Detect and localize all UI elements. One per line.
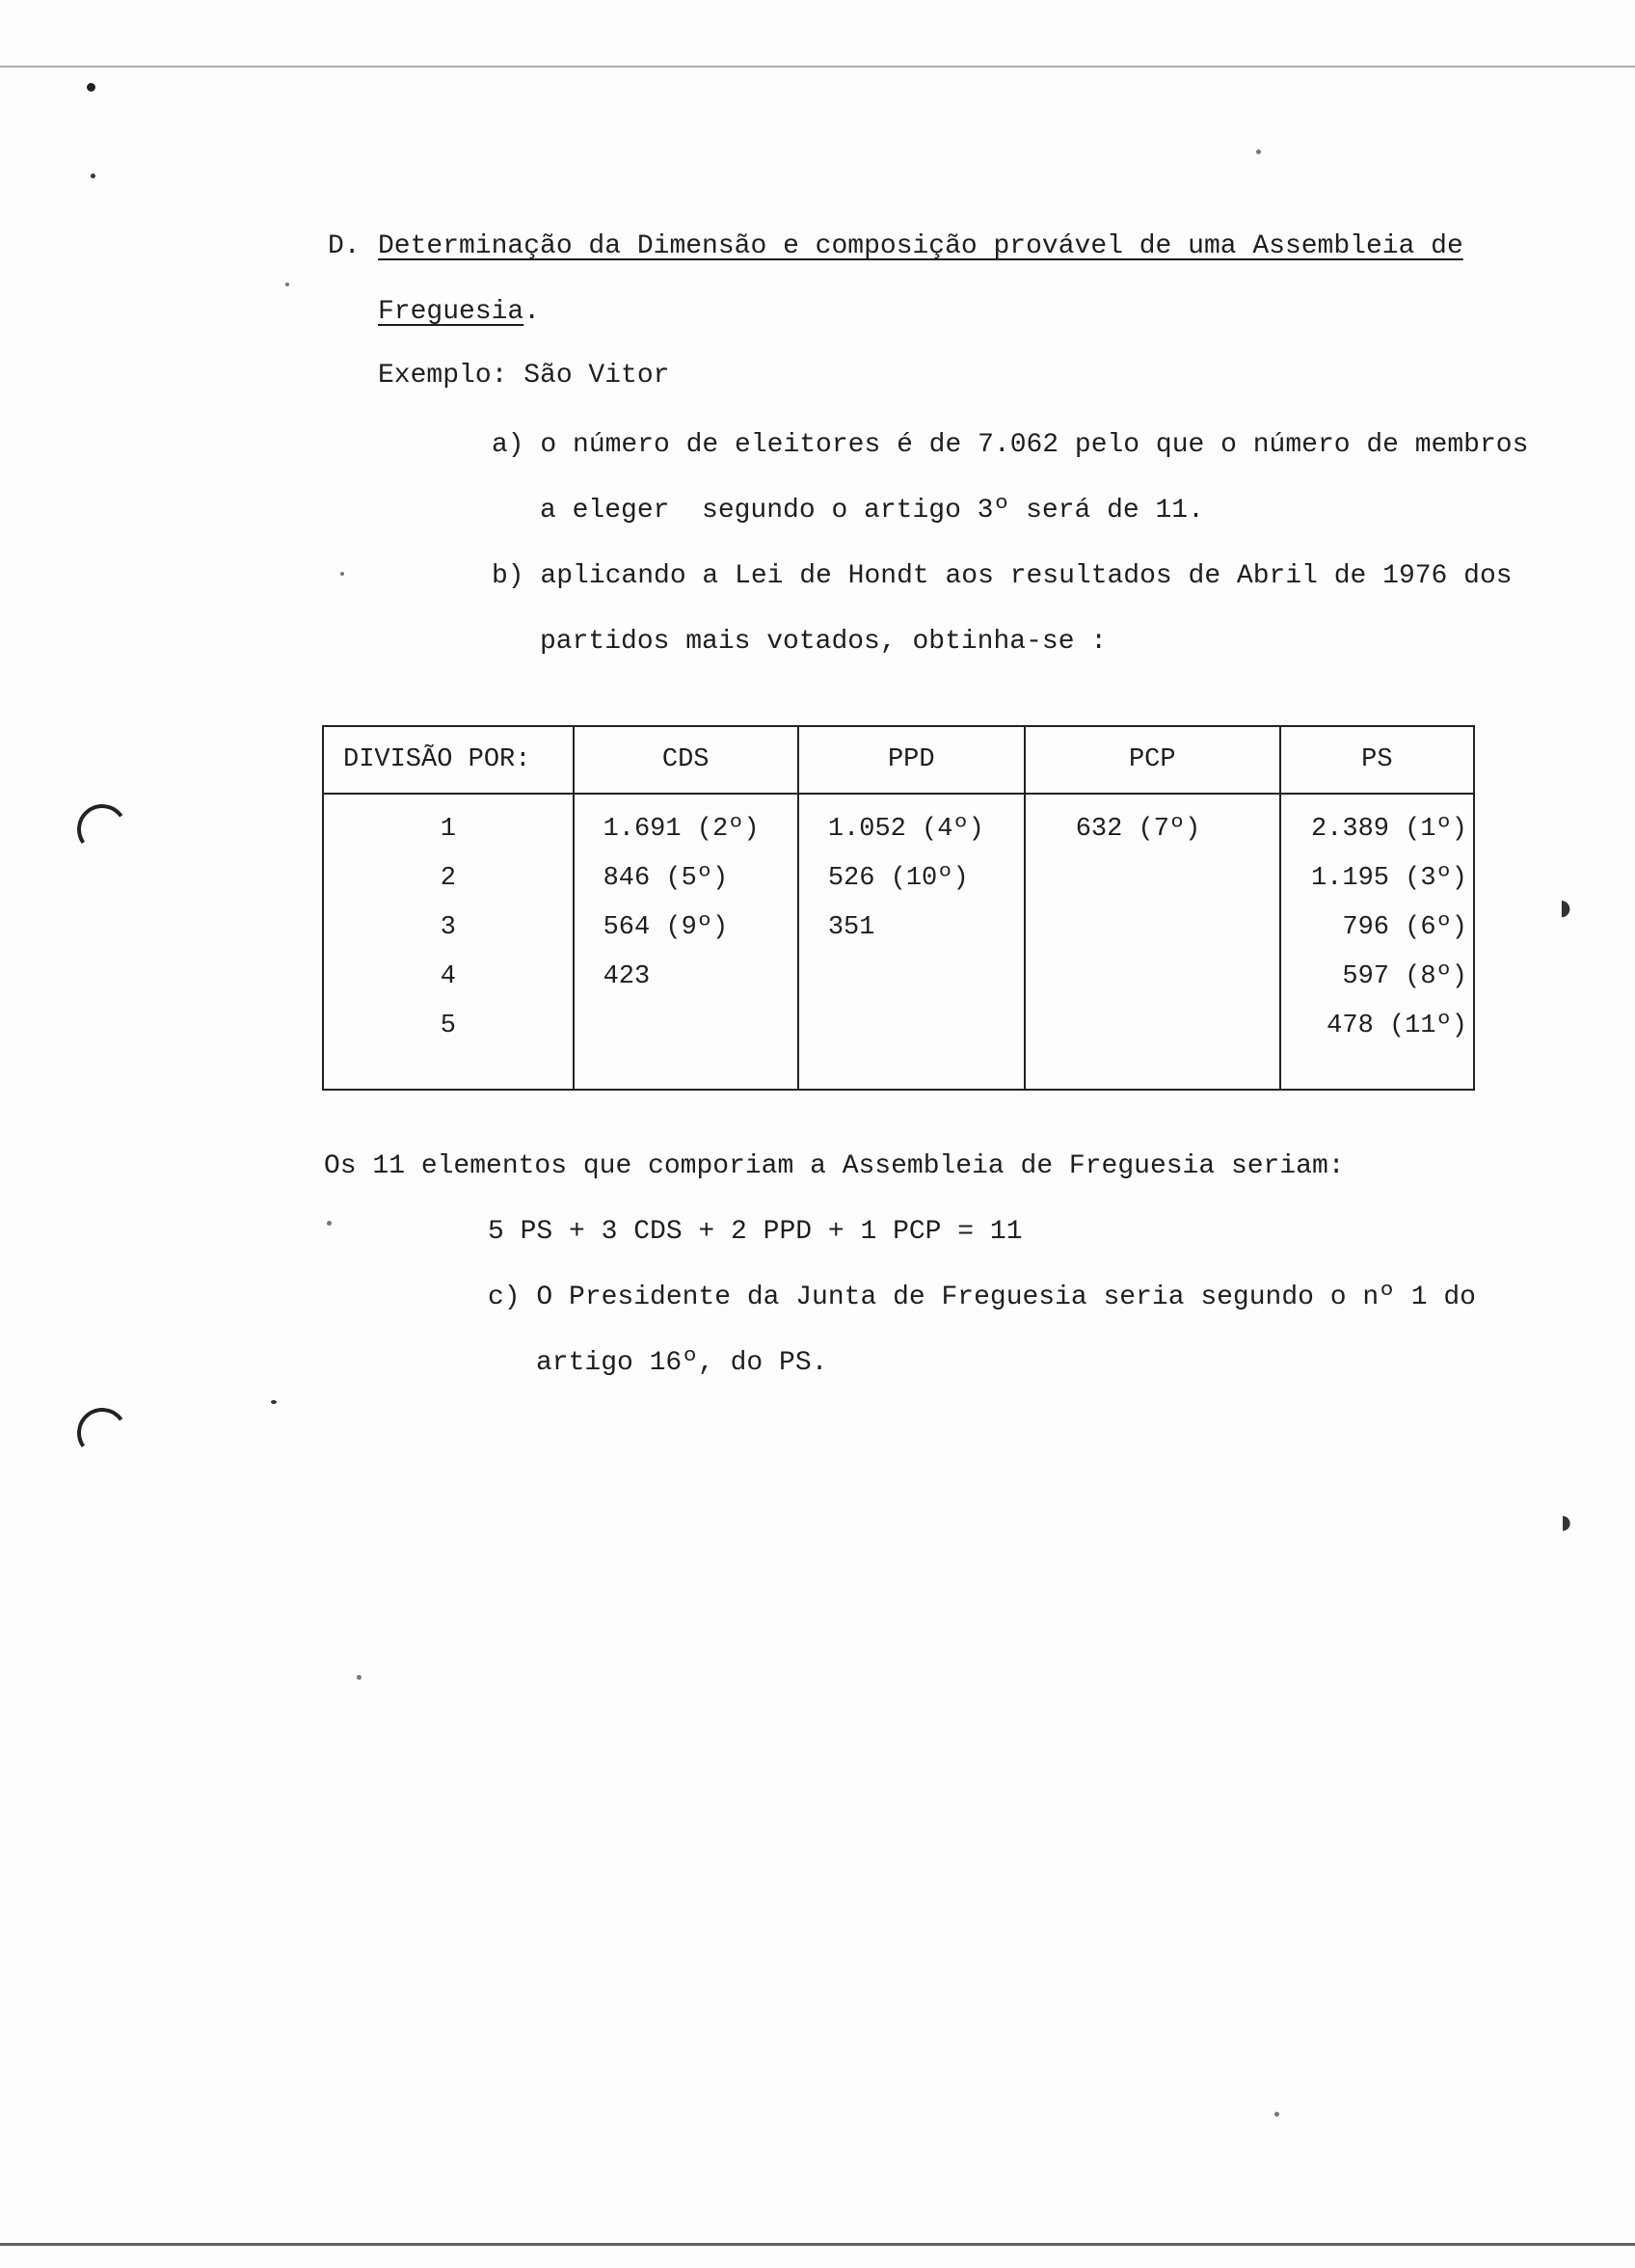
ps-cell: 1.195 (3º) bbox=[1280, 853, 1474, 903]
divisor-cell: 3 bbox=[323, 903, 574, 952]
pcp-cell bbox=[1025, 903, 1280, 952]
table-row bbox=[323, 952, 1474, 1001]
scan-speck bbox=[285, 283, 289, 286]
cds-cell: 846 (5º) bbox=[574, 853, 798, 903]
cds-cell: 564 (9º) bbox=[574, 903, 798, 952]
item-a-line2: a eleger segundo o artigo 3º será de 11. bbox=[540, 496, 1204, 526]
ppd-cell bbox=[798, 1001, 1025, 1050]
punch-hole-mark bbox=[73, 1404, 131, 1462]
pcp-cell bbox=[1025, 853, 1280, 903]
ps-cell: 597 (8º) bbox=[1280, 952, 1474, 1001]
scan-speck bbox=[340, 572, 344, 576]
pcp-cell: 632 (7º) bbox=[1025, 794, 1280, 853]
item-c-line2: artigo 16º, do PS. bbox=[536, 1348, 828, 1378]
ps-cell: 2.389 (1º) bbox=[1280, 794, 1474, 853]
edge-blot-mark: ◗ bbox=[1556, 1504, 1577, 1544]
header-ppd: PPD bbox=[798, 726, 1025, 794]
scan-speck bbox=[91, 174, 95, 178]
scan-speck bbox=[271, 1400, 277, 1404]
ppd-cell: 351 bbox=[798, 903, 1025, 952]
ppd-cell: 526 (10º) bbox=[798, 853, 1025, 903]
ps-cell bbox=[1280, 1050, 1474, 1090]
table-row bbox=[323, 903, 1474, 952]
scan-top-rule bbox=[0, 66, 1635, 68]
item-b-line1: b) aplicando a Lei de Hondt aos resultados de Abril de 1976 dos bbox=[492, 561, 1513, 591]
scan-speck bbox=[87, 83, 95, 92]
ps-cell: 478 (11º) bbox=[1280, 1001, 1474, 1050]
divisor-cell bbox=[323, 1050, 574, 1090]
table-header-row bbox=[323, 726, 1474, 794]
cds-cell bbox=[574, 1050, 798, 1090]
scan-speck bbox=[1256, 149, 1261, 154]
hondt-table bbox=[322, 725, 1475, 1091]
ppd-cell bbox=[798, 952, 1025, 1001]
section-title-line2: Freguesia. bbox=[378, 297, 541, 327]
composition-formula: 5 PS + 3 CDS + 2 PPD + 1 PCP = 11 bbox=[488, 1217, 1023, 1247]
table-row bbox=[323, 1001, 1474, 1050]
scan-bottom-rule bbox=[0, 2243, 1635, 2246]
section-title-line1: Determinação da Dimensão e composição provável de uma Assembleia de bbox=[378, 231, 1463, 261]
item-a-line1: a) o número de eleitores é de 7.062 pelo que o número de membros bbox=[492, 430, 1529, 460]
header-ps: PS bbox=[1280, 726, 1474, 794]
scan-speck bbox=[357, 1675, 362, 1680]
divisor-cell: 4 bbox=[323, 952, 574, 1001]
header-divisao: DIVISÃO POR: bbox=[323, 726, 574, 794]
cds-cell bbox=[574, 1001, 798, 1050]
ppd-cell bbox=[798, 1050, 1025, 1090]
table-row bbox=[323, 1050, 1474, 1090]
punch-hole-mark bbox=[73, 800, 131, 858]
table-row bbox=[323, 853, 1474, 903]
divisor-cell: 2 bbox=[323, 853, 574, 903]
header-cds: CDS bbox=[574, 726, 798, 794]
divisor-cell: 5 bbox=[323, 1001, 574, 1050]
pcp-cell bbox=[1025, 952, 1280, 1001]
header-pcp: PCP bbox=[1025, 726, 1280, 794]
ppd-cell: 1.052 (4º) bbox=[798, 794, 1025, 853]
scan-speck bbox=[1274, 2112, 1279, 2117]
item-b-line2: partidos mais votados, obtinha-se : bbox=[540, 627, 1108, 657]
section-letter: D. bbox=[328, 231, 361, 261]
pcp-cell bbox=[1025, 1050, 1280, 1090]
ps-cell: 796 (6º) bbox=[1280, 903, 1474, 952]
item-c-line1: c) O Presidente da Junta de Freguesia seria segundo o nº 1 do bbox=[488, 1282, 1476, 1312]
scan-speck bbox=[327, 1221, 332, 1226]
cds-cell: 423 bbox=[574, 952, 798, 1001]
cds-cell: 1.691 (2º) bbox=[574, 794, 798, 853]
table-row bbox=[323, 794, 1474, 853]
divisor-cell: 1 bbox=[323, 794, 574, 853]
example-label: Exemplo: São Vitor bbox=[378, 361, 670, 391]
pcp-cell bbox=[1025, 1001, 1280, 1050]
edge-blot-mark: ◗ bbox=[1554, 889, 1578, 932]
conclusion-line: Os 11 elementos que comporiam a Assembleia de Freguesia seriam: bbox=[324, 1151, 1345, 1181]
